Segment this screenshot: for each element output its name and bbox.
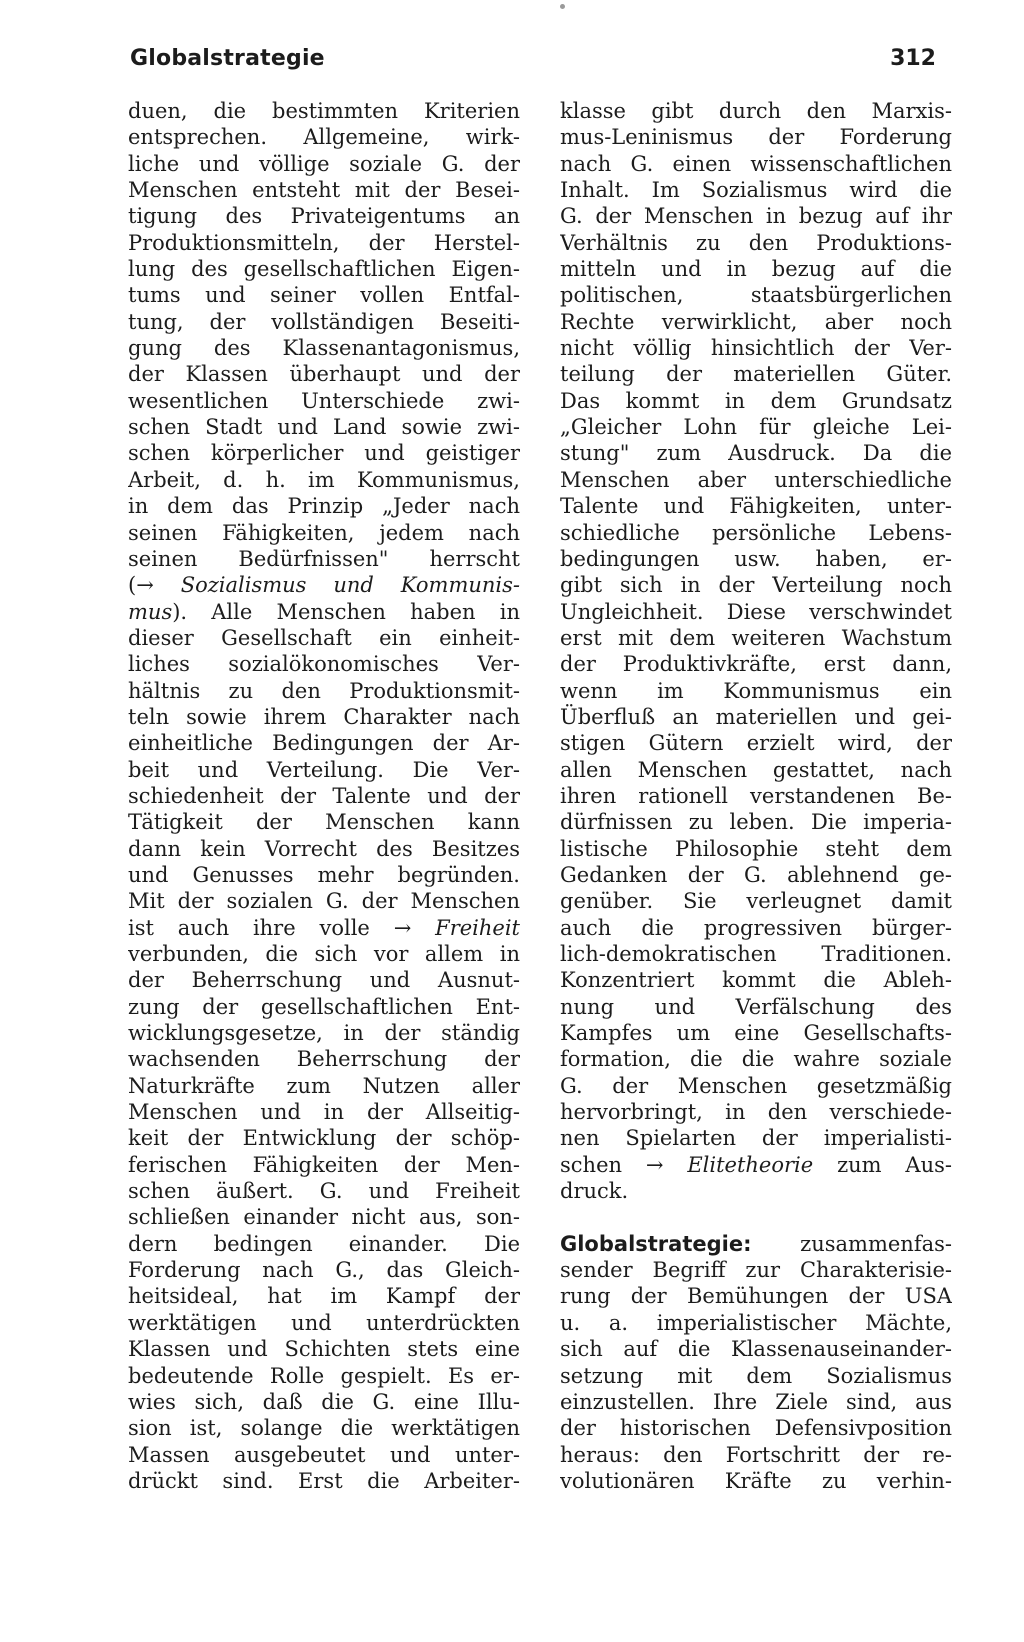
line-text: beit und Verteilung. Die Ver- <box>128 757 520 782</box>
line-text: genüber. Sie verleugnet damit <box>560 889 952 914</box>
line-text: ). Alle Menschen haben in <box>172 599 520 624</box>
text-line <box>560 124 952 150</box>
text-line <box>128 1363 520 1389</box>
text-line <box>128 651 520 677</box>
text-line <box>128 783 520 809</box>
text-line <box>560 1468 952 1494</box>
line-text: G. der Menschen in bezug auf ihr <box>560 204 952 229</box>
text-line <box>128 98 520 124</box>
text-line <box>128 625 520 651</box>
line-text: seinen Bedürfnissen" herrscht <box>128 546 520 571</box>
text-line <box>128 1125 520 1151</box>
line-text: dern bedingen einander. Die <box>128 1231 520 1256</box>
text-line <box>560 730 952 756</box>
line-text: Menschen aber unterschiedliche <box>560 467 952 492</box>
text-line <box>560 862 952 888</box>
text-line <box>560 1310 952 1336</box>
text-line <box>560 203 952 229</box>
text-line <box>128 414 520 440</box>
page-number: 312 <box>890 46 936 71</box>
line-text: politischen, staatsbürgerlichen <box>560 283 952 308</box>
text-line <box>128 520 520 546</box>
line-text: erst mit dem weiteren Wachstum <box>560 625 952 650</box>
line-text: sender Begriff zur Charakterisie- <box>560 1258 952 1283</box>
line-text: zung der gesellschaftlichen Ent- <box>128 994 520 1019</box>
line-text: wies sich, daß die G. eine Illu- <box>128 1389 520 1414</box>
text-line <box>560 1125 952 1151</box>
text-line <box>560 1020 952 1046</box>
text-line <box>128 1204 520 1230</box>
line-text: seinen Fähigkeiten, jedem nach <box>128 520 520 545</box>
line-text: hervorbringt, in den verschiede- <box>560 1100 952 1125</box>
line-text: Gedanken der G. ablehnend ge- <box>560 862 952 887</box>
text-line <box>128 493 520 519</box>
text-line <box>560 1099 952 1125</box>
line-text: verbunden, die sich vor allem in <box>128 942 520 966</box>
left-text-column <box>128 98 520 1494</box>
text-line <box>128 888 520 914</box>
text-line <box>128 836 520 862</box>
text-line <box>128 546 520 572</box>
text-line <box>128 704 520 730</box>
line-text: heraus: den Fortschritt der re- <box>560 1442 952 1467</box>
text-line <box>128 335 520 361</box>
text-line <box>128 361 520 387</box>
line-text: schen äußert. G. und Freiheit <box>128 1179 520 1204</box>
text-line <box>560 572 952 598</box>
line-text: tums und seiner vollen Entfal- <box>128 283 520 308</box>
text-line <box>128 572 520 598</box>
running-head-keyword: Globalstrategie <box>130 46 325 71</box>
line-text: lich-demokratischen Traditionen. <box>560 942 952 966</box>
line-text: dürfnissen zu leben. Die imperia- <box>560 810 952 835</box>
line-text: schen → <box>560 1152 688 1177</box>
line-text: nach G. einen wissenschaftlichen <box>560 151 952 176</box>
line-text: nung und Verfälschung des <box>560 994 952 1019</box>
text-line <box>560 678 952 704</box>
scan-speck <box>560 4 565 9</box>
line-text: klasse gibt durch den Marxis- <box>560 99 952 123</box>
cross-reference: mus <box>128 599 173 624</box>
text-line <box>560 493 952 519</box>
line-text: Das kommt in dem Grundsatz <box>560 388 952 413</box>
line-text: ihren rationell verstandenen Be- <box>560 783 952 808</box>
text-line <box>560 388 952 414</box>
text-line <box>560 915 952 941</box>
line-text: Ungleichheit. Diese verschwindet <box>560 599 952 624</box>
text-line <box>560 361 952 387</box>
line-text: Klassen und Schichten stets eine <box>128 1337 520 1362</box>
text-line <box>560 1152 952 1178</box>
line-text: zum Aus- <box>813 1152 952 1177</box>
text-line <box>128 1020 520 1046</box>
line-text: wachsenden Beherrschung der <box>128 1047 520 1072</box>
line-text: keit der Entwicklung der schöp- <box>128 1126 520 1151</box>
text-line <box>128 967 520 993</box>
text-line <box>560 783 952 809</box>
line-text: ist auch ihre volle → <box>128 915 436 940</box>
text-line <box>128 1073 520 1099</box>
text-line <box>128 151 520 177</box>
text-line <box>560 520 952 546</box>
line-text: tigung des Privateigentums an <box>128 204 520 229</box>
line-text: Menschen und in der Allseitig- <box>128 1100 520 1125</box>
line-text: formation, die die wahre soziale <box>560 1047 952 1072</box>
text-line <box>128 1257 520 1283</box>
line-text: setzung mit dem Sozialismus <box>560 1363 952 1388</box>
line-text: Mit der sozialen G. der Menschen <box>128 889 520 914</box>
line-text: Forderung nach G., das Gleich- <box>128 1258 520 1283</box>
line-text: der Klassen überhaupt und der <box>128 362 520 387</box>
entry-headword: Globalstrategie: <box>560 1231 752 1256</box>
line-text: zusammenfas- <box>751 1231 952 1256</box>
text-line <box>128 915 520 941</box>
line-text: nicht völlig hinsichtlich der Ver- <box>560 336 952 361</box>
line-text: stung" zum Ausdruck. Da die <box>560 441 952 466</box>
line-text: teln sowie ihrem Charakter nach <box>128 704 520 729</box>
line-text: wesentlichen Unterschiede zwi- <box>128 388 520 413</box>
text-line <box>128 1468 520 1494</box>
text-line <box>560 967 952 993</box>
line-text: schen Stadt und Land sowie zwi- <box>128 415 520 440</box>
line-text: listische Philosophie steht dem <box>560 836 952 861</box>
line-text: bedingungen usw. haben, er- <box>560 546 952 571</box>
line-text: gung des Klassenantagonismus, <box>128 336 520 361</box>
line-text: einzustellen. Ihre Ziele sind, aus <box>560 1389 952 1414</box>
text-line <box>560 309 952 335</box>
line-text: hältnis zu den Produktionsmit- <box>128 678 520 703</box>
text-line <box>560 177 952 203</box>
line-text: Arbeit, d. h. im Kommunismus, <box>128 467 520 492</box>
line-text: mitteln und in bezug auf die <box>560 257 952 282</box>
text-line <box>560 836 952 862</box>
text-line <box>128 230 520 256</box>
text-line <box>128 1231 520 1257</box>
line-text: sion ist, solange die werktätigen <box>128 1416 520 1441</box>
line-text: in dem das Prinzip „Jeder nach <box>128 494 520 519</box>
text-line <box>128 1152 520 1178</box>
text-line <box>560 230 952 256</box>
line-text: der Beherrschung und Ausnut- <box>128 968 520 993</box>
text-line <box>560 282 952 308</box>
text-line <box>128 862 520 888</box>
line-text: tung, der vollständigen Beseiti- <box>128 309 520 334</box>
text-line <box>560 994 952 1020</box>
text-line <box>560 809 952 835</box>
line-text: Rechte verwirklicht, aber noch <box>560 309 952 334</box>
line-text: der historischen Defensivposition <box>560 1416 952 1441</box>
text-line <box>560 651 952 677</box>
line-text: bedeutende Rolle gespielt. Es er- <box>128 1363 520 1388</box>
line-text: Tätigkeit der Menschen kann <box>128 810 520 835</box>
line-text: und Genusses mehr begründen. <box>128 862 520 887</box>
cross-reference: Freiheit <box>435 915 520 940</box>
line-text: wenn im Kommunismus ein <box>560 678 952 703</box>
text-line <box>560 440 952 466</box>
line-text: allen Menschen gestattet, nach <box>560 757 952 782</box>
text-line <box>128 177 520 203</box>
text-line <box>560 1442 952 1468</box>
paragraph-gap <box>560 1204 952 1230</box>
line-text: Überfluß an materiellen und gei- <box>560 704 952 729</box>
line-text: Naturkräfte zum Nutzen aller <box>128 1073 520 1098</box>
text-line <box>128 1310 520 1336</box>
line-text: heitsideal, hat im Kampf der <box>128 1284 520 1309</box>
line-text: nen Spielarten der imperialisti- <box>560 1126 952 1151</box>
line-text: liche und völlige soziale G. der <box>128 151 520 176</box>
text-line <box>560 467 952 493</box>
text-line <box>560 1415 952 1441</box>
text-line <box>128 124 520 150</box>
line-text: wicklungsgesetze, in der ständig <box>128 1021 520 1046</box>
text-line <box>128 282 520 308</box>
line-text: schen körperlicher und geistiger <box>128 441 520 466</box>
text-line <box>128 730 520 756</box>
text-line <box>128 809 520 835</box>
text-line <box>128 1046 520 1072</box>
line-text: Produktionsmitteln, der Herstel- <box>128 230 520 255</box>
line-text: rung der Bemühungen der USA <box>560 1284 952 1309</box>
text-line <box>560 599 952 625</box>
text-line <box>560 1073 952 1099</box>
line-text: „Gleicher Lohn für gleiche Lei- <box>560 415 952 440</box>
line-text: sich auf die Klassenauseinander- <box>560 1337 952 1362</box>
text-line <box>560 414 952 440</box>
text-line <box>128 256 520 282</box>
line-text: Kampfes um eine Gesellschafts- <box>560 1021 952 1046</box>
line-text: volutionären Kräfte zu verhin- <box>560 1468 952 1493</box>
text-line <box>560 757 952 783</box>
line-text: Konzentriert kommt die Ableh- <box>560 968 952 993</box>
text-line <box>560 546 952 572</box>
line-text: duen, die bestimmten Kriterien <box>128 99 520 123</box>
text-line <box>560 888 952 914</box>
text-line <box>128 203 520 229</box>
text-line <box>560 625 952 651</box>
text-line <box>560 1363 952 1389</box>
text-line <box>560 941 952 967</box>
text-line <box>560 98 952 124</box>
text-line <box>128 1099 520 1125</box>
text-line <box>128 467 520 493</box>
cross-reference: Sozialismus und Kommunis- <box>180 573 520 598</box>
line-text: drückt sind. Erst die Arbeiter- <box>128 1468 520 1493</box>
line-text: stigen Gütern erzielt wird, der <box>560 731 952 756</box>
line-text: lung des gesellschaftlichen Eigen- <box>128 257 520 282</box>
line-text: Menschen entsteht mit der Besei- <box>128 178 520 203</box>
cross-reference: Elitetheorie <box>687 1152 814 1177</box>
text-line <box>560 256 952 282</box>
text-line <box>128 1415 520 1441</box>
line-text: druck. <box>560 1179 629 1204</box>
text-line <box>560 1231 952 1257</box>
line-text: G. der Menschen gesetzmäßig <box>560 1073 952 1098</box>
text-line <box>128 440 520 466</box>
line-text: liches sozialökonomisches Ver- <box>128 652 520 677</box>
text-line <box>560 1389 952 1415</box>
text-line <box>560 151 952 177</box>
text-line <box>128 309 520 335</box>
text-line <box>560 1336 952 1362</box>
text-line <box>560 1283 952 1309</box>
text-line <box>128 1442 520 1468</box>
text-line <box>560 1046 952 1072</box>
text-line <box>560 1257 952 1283</box>
text-line <box>128 757 520 783</box>
text-line <box>128 388 520 414</box>
line-text: ferischen Fähigkeiten der Men- <box>128 1152 520 1177</box>
line-text: schließen einander nicht aus, son- <box>128 1205 520 1230</box>
text-line <box>128 941 520 967</box>
line-text: schiedliche persönliche Lebens- <box>560 520 952 545</box>
line-text: dann kein Vorrecht des Besitzes <box>128 836 520 861</box>
line-text: schiedenheit der Talente und der <box>128 783 520 808</box>
line-text: werktätigen und unterdrückten <box>128 1310 520 1335</box>
line-text: Verhältnis zu den Produktions- <box>560 230 952 255</box>
text-line <box>128 1178 520 1204</box>
right-text-column <box>560 98 952 1494</box>
text-line <box>128 1336 520 1362</box>
text-line <box>128 678 520 704</box>
line-text: der Produktivkräfte, erst dann, <box>560 652 952 677</box>
line-text: u. a. imperialistischer Mächte, <box>560 1310 952 1335</box>
text-line <box>128 1283 520 1309</box>
line-text: einheitliche Bedingungen der Ar- <box>128 731 520 756</box>
text-line <box>560 1178 952 1204</box>
line-text: Inhalt. Im Sozialismus wird die <box>560 178 952 203</box>
line-text: mus-Leninismus der Forderung <box>560 125 952 150</box>
line-text: Talente und Fähigkeiten, unter- <box>560 494 952 519</box>
running-header <box>130 46 936 78</box>
text-line <box>128 994 520 1020</box>
text-line <box>560 704 952 730</box>
line-text: auch die progressiven bürger- <box>560 915 952 940</box>
line-text: entsprechen. Allgemeine, wirk- <box>128 125 520 150</box>
line-text: Massen ausgebeutet und unter- <box>128 1442 520 1467</box>
line-text: dieser Gesellschaft ein einheit- <box>128 625 520 650</box>
line-text: gibt sich in der Verteilung noch <box>560 573 952 598</box>
line-text: teilung der materiellen Güter. <box>560 362 952 387</box>
text-line <box>128 1389 520 1415</box>
line-text: (→ <box>128 573 181 598</box>
text-line <box>128 599 520 625</box>
text-line <box>560 335 952 361</box>
